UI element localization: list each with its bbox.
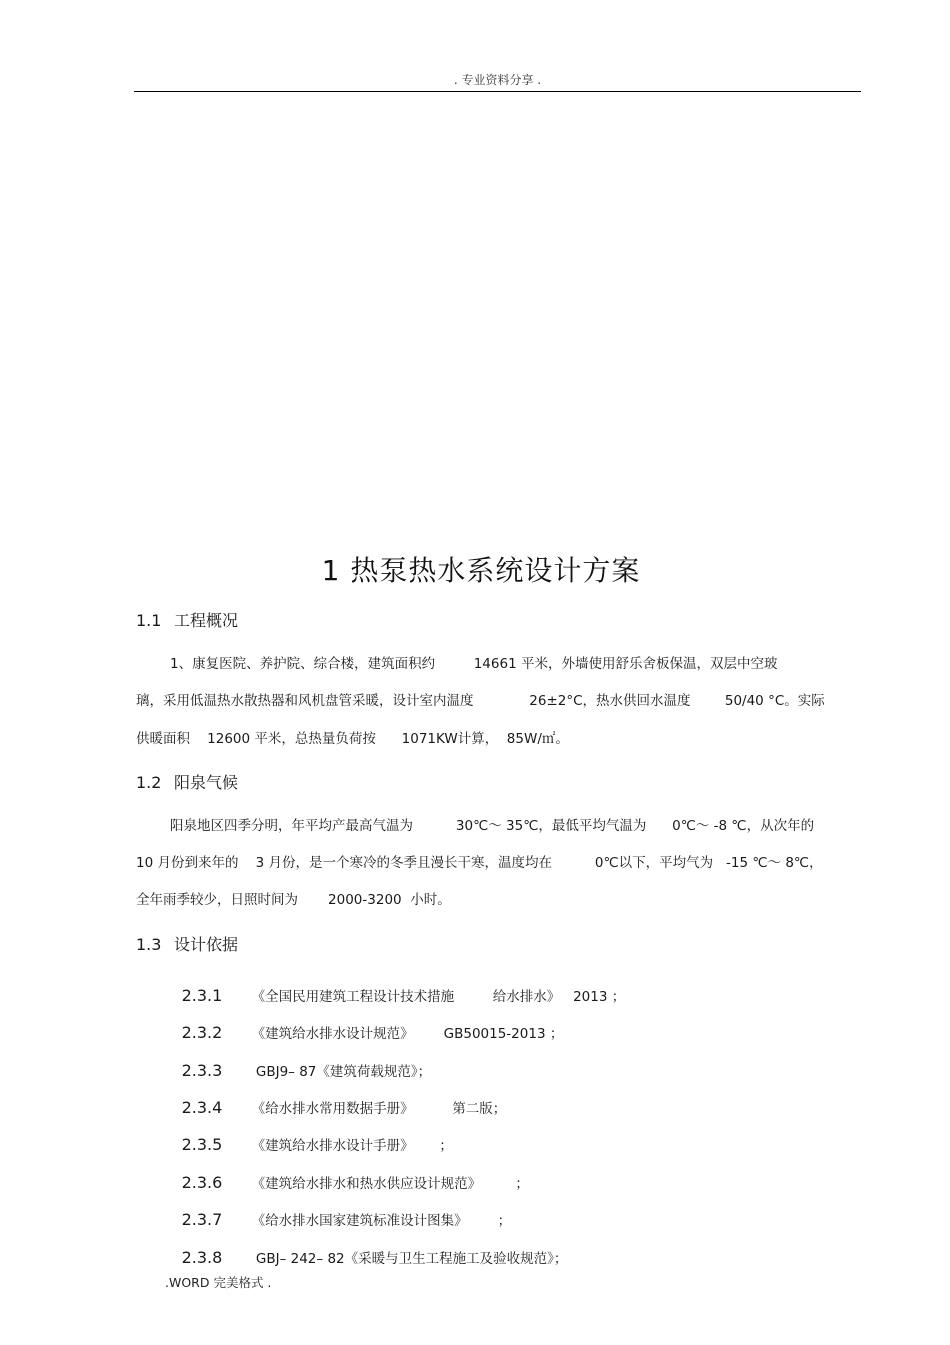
section-heading-1-3: [136, 932, 238, 955]
paragraph-line: 供暖面积 12600 平米，总热量负荷按 1071KW计算， 85W/㎡。: [136, 731, 569, 747]
reference-number: 2.3.3: [181, 1061, 223, 1080]
reference-item: [173, 1044, 431, 1080]
reference-number: 2.3.2: [181, 1023, 223, 1042]
reference-number: 2.3.5: [181, 1135, 223, 1154]
section-title: 阳泉气候: [174, 773, 239, 792]
page-footer: .WORD 完美格式 .: [165, 1275, 272, 1290]
reference-item: [173, 1193, 511, 1229]
reference-item: [173, 1081, 506, 1117]
section-number: 1.1: [136, 611, 162, 630]
section-heading-1-2: [136, 770, 238, 793]
section-title: 设计依据: [174, 935, 239, 954]
paragraph-line: 全年雨季较少，日照时间为 2000-3200 小时。: [136, 892, 451, 908]
reference-text: 《全国民用建筑工程设计技术措施 给水排水》 2013 ；: [251, 989, 626, 1005]
reference-number: 2.3.7: [181, 1210, 223, 1229]
reference-text: 《建筑给水排水设计规范》 GB50015-2013 ；: [251, 1026, 564, 1042]
reference-item: [173, 969, 625, 1005]
reference-number: 2.3.8: [181, 1248, 223, 1267]
paragraph-line: 1、康复医院、养护院、综合楼，建筑面积约 14661 平米，外墙使用舒乐舍板保温，双层中空玻: [170, 656, 778, 672]
reference-text: 《建筑给水排水设计手册》 ；: [251, 1138, 453, 1154]
page-header: . 专业资料分享 .: [453, 73, 542, 87]
header-divider: [134, 91, 861, 92]
reference-item: [173, 1231, 567, 1267]
reference-text: 《给水排水常用数据手册》 第二版；: [251, 1101, 507, 1117]
reference-number: 2.3.6: [181, 1173, 223, 1192]
section-title: 工程概况: [174, 611, 239, 630]
reference-item: [173, 1006, 563, 1042]
reference-text: GBJ– 242– 82《采暖与卫生工程施工及验收规范》；: [251, 1251, 568, 1267]
reference-text: 《给水排水国家建筑标准设计图集》 ；: [251, 1213, 512, 1229]
reference-text: 《建筑给水排水和热水供应设计规范》 ；: [251, 1176, 529, 1192]
section-heading-1-1: [136, 608, 238, 631]
section-number: 1.3: [136, 935, 162, 954]
reference-item: [173, 1118, 453, 1154]
section-number: 1.2: [136, 773, 162, 792]
reference-number: 2.3.4: [181, 1098, 223, 1117]
paragraph-line: 10 月份到来年的 3 月份，是一个寒冷的冬季且漫长干寒，温度均在 0℃以下，平均气为 -15 ℃～ 8℃，: [136, 855, 823, 871]
reference-number: 2.3.1: [181, 986, 223, 1005]
document-title: 1 热泵热水系统设计方案: [321, 554, 641, 587]
reference-item: [173, 1156, 529, 1192]
reference-text: GBJ9– 87《建筑荷载规范》；: [251, 1064, 432, 1080]
paragraph-line: 璃，采用低温热水散热器和风机盘管采暖，设计室内温度 26±2°C，热水供回水温度 50/40 °C。实际: [136, 693, 825, 709]
paragraph-line: 阳泉地区四季分明，年平均产最高气温为 30℃～ 35℃，最低平均气温为 0℃～ -8 ℃，从次年的: [170, 818, 815, 834]
